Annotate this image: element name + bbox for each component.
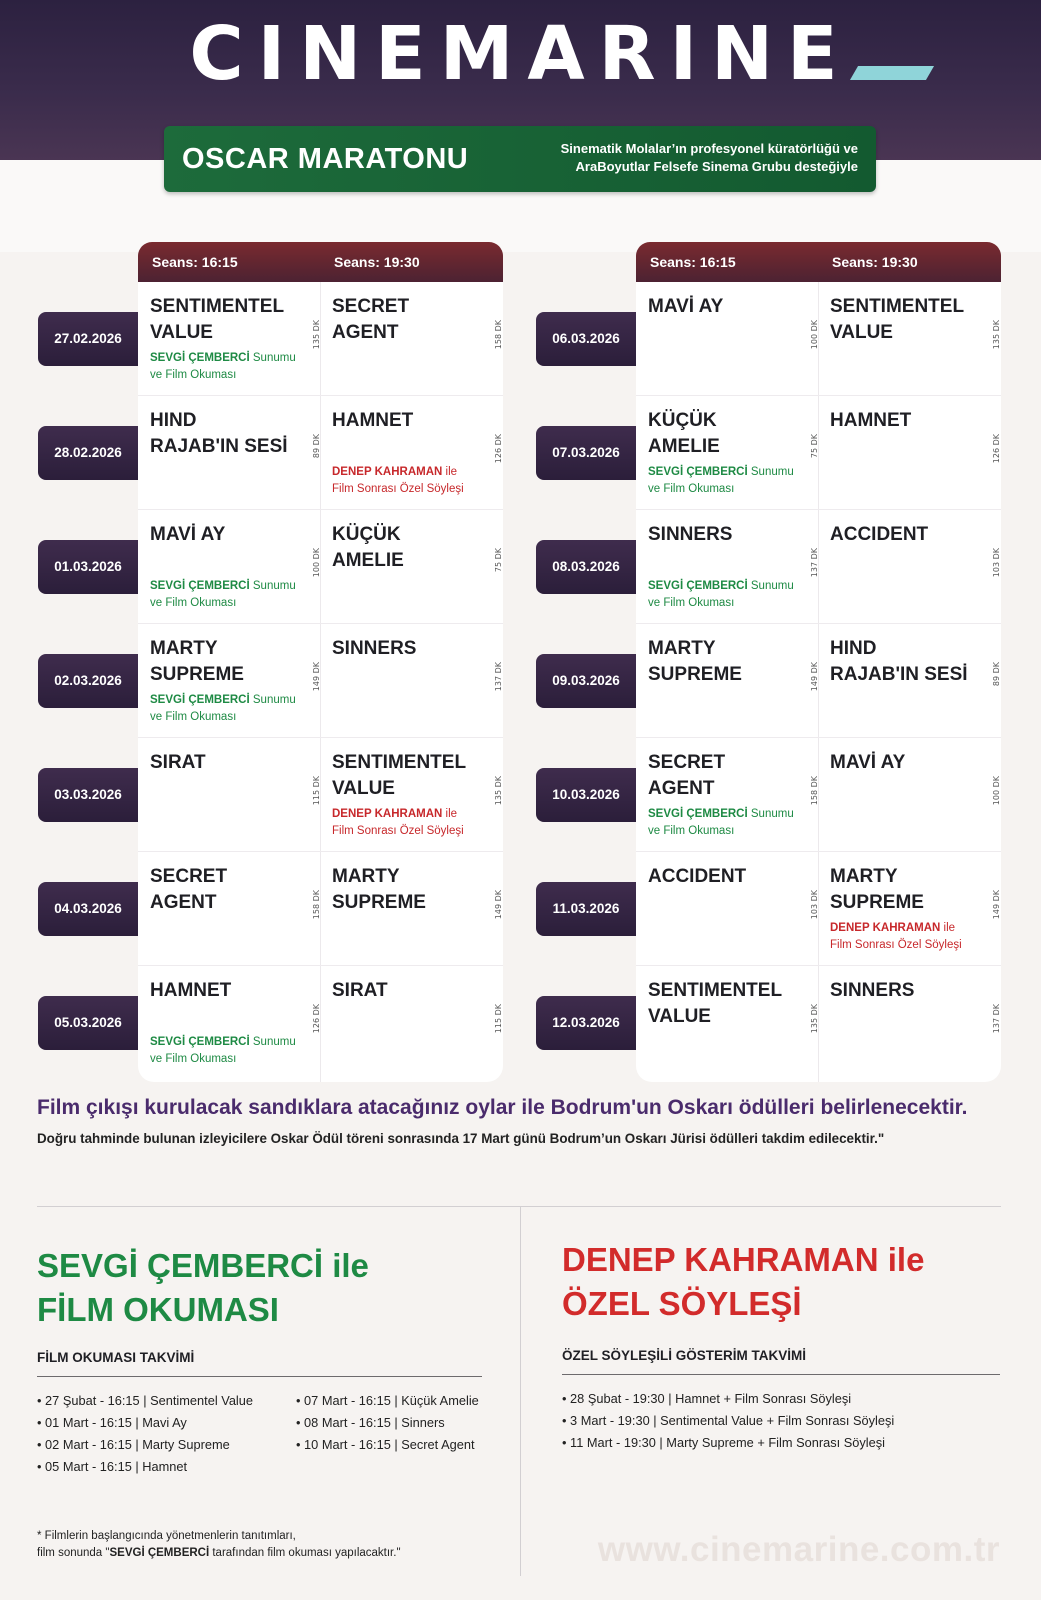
event-subtitle-line2: AraBoyutlar Felsefe Sinema Grubu desteğiyle (575, 159, 858, 174)
film-title: SINNERS (648, 524, 733, 545)
date-label: 02.03.2026 (38, 654, 138, 708)
note-text: Film Sonrası Özel Söyleşi (830, 939, 962, 951)
note-text: Sunumu (249, 352, 296, 364)
talk-list (562, 1388, 894, 1454)
talk-schedule-item: • 28 Şubat - 19:30 | Hamnet + Film Sonrası Söyleşi (562, 1391, 852, 1406)
note-name: SEVGİ ÇEMBERCİ (648, 466, 748, 478)
screening-1615[interactable] (138, 396, 320, 510)
film-duration: 137 DK (992, 1004, 1001, 1034)
film-duration: 75 DK (810, 434, 819, 459)
note-name: SEVGİ ÇEMBERCİ (150, 352, 250, 364)
screening-1615[interactable] (138, 510, 320, 624)
date-label: 04.03.2026 (38, 882, 138, 936)
film-duration: 103 DK (992, 548, 1001, 578)
screening-1615[interactable] (636, 396, 818, 510)
film-title: MARTY SUPREME (830, 866, 924, 913)
screening-1930[interactable] (320, 510, 502, 624)
film-title: HAMNET (830, 410, 912, 431)
note-name: DENEP KAHRAMAN (830, 922, 941, 934)
reading-list-col2 (296, 1390, 479, 1456)
special-talk-note (332, 464, 497, 498)
note-name: DENEP KAHRAMAN (332, 466, 443, 478)
screening-1615[interactable] (138, 852, 320, 966)
screening-1615[interactable] (138, 738, 320, 852)
note-text: Sunumu (249, 580, 296, 592)
film-title: SINNERS (332, 638, 417, 659)
film-duration: 89 DK (992, 662, 1001, 687)
film-title: ACCIDENT (648, 866, 747, 887)
reading-schedule-item: • 01 Mart - 16:15 | Mavi Ay (37, 1415, 187, 1430)
date-label: 08.03.2026 (536, 540, 636, 594)
film-duration: 135 DK (312, 320, 321, 350)
film-reading-note (150, 578, 315, 612)
date-label: 27.02.2026 (38, 312, 138, 366)
date-label: 07.03.2026 (536, 426, 636, 480)
event-subtitle (518, 140, 858, 176)
reading-footnote (37, 1528, 497, 1562)
film-duration: 135 DK (992, 320, 1001, 350)
note-text: ve Film Okuması (648, 825, 735, 837)
reading-schedule-item: • 02 Mart - 16:15 | Marty Supreme (37, 1437, 230, 1452)
screening-1930[interactable] (320, 738, 502, 852)
film-duration: 126 DK (312, 1004, 321, 1034)
note-text: Film Sonrası Özel Söyleşi (332, 825, 464, 837)
film-title: SECRET AGENT (332, 296, 410, 343)
schedule-row (636, 624, 1001, 738)
screening-1930[interactable] (320, 966, 502, 1080)
screening-1930[interactable] (818, 396, 1000, 510)
schedule-row (138, 510, 503, 624)
screening-1930[interactable] (818, 510, 1000, 624)
film-duration: 100 DK (992, 776, 1001, 806)
session-label-1615: Seans: 16:15 (152, 254, 238, 270)
film-title: MARTY SUPREME (150, 638, 244, 685)
schedule-row (138, 624, 503, 738)
date-label: 05.03.2026 (38, 996, 138, 1050)
schedule-row (636, 510, 1001, 624)
date-label: 11.03.2026 (536, 882, 636, 936)
film-title: MAVİ AY (648, 296, 724, 317)
note-name: SEVGİ ÇEMBERCİ (648, 808, 748, 820)
schedule-row (138, 966, 503, 1080)
film-duration: 149 DK (810, 662, 819, 692)
note-text: ve Film Okuması (150, 711, 237, 723)
film-duration: 126 DK (494, 434, 503, 464)
film-title: SECRET AGENT (150, 866, 228, 913)
film-title: SIRAT (150, 752, 206, 773)
film-duration: 135 DK (494, 776, 503, 806)
note-text: ve Film Okuması (150, 369, 237, 381)
note-name: SEVGİ ÇEMBERCİ (150, 1036, 250, 1048)
film-duration: 137 DK (494, 662, 503, 692)
schedule-row (636, 738, 1001, 852)
talk-section-title (562, 1238, 924, 1326)
reading-title-line1: SEVGİ ÇEMBERCİ ile (37, 1247, 369, 1284)
brand-logo: CINEMARINE (189, 11, 852, 97)
screening-1615[interactable] (636, 510, 818, 624)
event-title: OSCAR MARATONU (182, 143, 469, 175)
film-duration: 115 DK (312, 776, 321, 806)
film-duration: 149 DK (992, 890, 1001, 920)
film-title: HIND RAJAB'IN SESİ (150, 410, 288, 457)
film-duration: 158 DK (810, 776, 819, 806)
event-subtitle-line1: Sinematik Molalar’ın profesyonel küratörlüğü ve (560, 141, 858, 156)
note-text: ve Film Okuması (150, 1053, 237, 1065)
film-title: SENTIMENTEL VALUE (150, 296, 284, 343)
film-reading-note (150, 1034, 315, 1068)
note-text: ve Film Okuması (648, 597, 735, 609)
note-text: Sunumu (249, 1036, 296, 1048)
reading-title-line2: FİLM OKUMASI (37, 1291, 279, 1328)
film-duration: 149 DK (494, 890, 503, 920)
screening-1615[interactable] (636, 966, 818, 1080)
screening-1930[interactable] (320, 396, 502, 510)
film-duration: 89 DK (312, 434, 321, 459)
logo-accent-stripe (850, 66, 934, 80)
screening-1615[interactable] (636, 738, 818, 852)
film-duration: 75 DK (494, 548, 503, 573)
film-title: KÜÇÜK AMELIE (332, 524, 404, 571)
schedule-row (138, 396, 503, 510)
film-reading-note (648, 578, 813, 612)
note-name: SEVGİ ÇEMBERCİ (648, 580, 748, 592)
note-text: Sunumu (747, 466, 794, 478)
film-duration: 103 DK (810, 890, 819, 920)
film-title: MAVİ AY (830, 752, 906, 773)
voting-headline: Film çıkışı kurulacak sandıklara atacağınız oylar ile Bodrum'un Oskarı ödülleri belirlenecektir. (37, 1096, 968, 1119)
date-label: 03.03.2026 (38, 768, 138, 822)
film-title: ACCIDENT (830, 524, 929, 545)
footnote-line1: * Filmlerin başlangıcında yönetmenlerin tanıtımları, (37, 1530, 296, 1542)
talk-schedule-item: • 11 Mart - 19:30 | Marty Supreme + Film Sonrası Söyleşi (562, 1435, 885, 1450)
film-title: MARTY SUPREME (648, 638, 742, 685)
voting-detail: Doğru tahminde bulunan izleyicilere Oskar Ödül töreni sonrasında 17 Mart günü Bodrum’un Oskarı Jürisi ödülleri takdim edilecektir." (37, 1131, 885, 1146)
schedule-row (138, 282, 503, 396)
film-duration: 135 DK (810, 1004, 819, 1034)
film-title: SECRET AGENT (648, 752, 726, 799)
footnote-bold-name: SEVGİ ÇEMBERCİ (109, 1547, 210, 1559)
screening-1615[interactable] (138, 966, 320, 1080)
schedule-row (138, 852, 503, 966)
screening-1930[interactable] (818, 738, 1000, 852)
reading-schedule-item: • 10 Mart - 16:15 | Secret Agent (296, 1437, 475, 1452)
screening-1930[interactable] (818, 282, 1000, 396)
note-text: ile (442, 808, 458, 820)
film-title: HIND RAJAB'IN SESİ (830, 638, 968, 685)
website-url[interactable]: www.cinemarine.com.tr (597, 1530, 1000, 1569)
date-label: 28.02.2026 (38, 426, 138, 480)
screening-1930[interactable] (818, 624, 1000, 738)
screening-1930[interactable] (320, 624, 502, 738)
film-duration: 149 DK (312, 662, 321, 692)
film-duration: 115 DK (494, 1004, 503, 1034)
film-title: KÜÇÜK AMELIE (648, 410, 720, 457)
film-reading-note (648, 806, 813, 840)
film-title: SENTIMENTEL VALUE (830, 296, 964, 343)
film-duration: 126 DK (992, 434, 1001, 464)
film-duration: 137 DK (810, 548, 819, 578)
reading-schedule-rule (37, 1376, 482, 1377)
reading-schedule-item: • 08 Mart - 16:15 | Sinners (296, 1415, 445, 1430)
date-label: 06.03.2026 (536, 312, 636, 366)
screening-1930[interactable] (818, 966, 1000, 1080)
film-title: MAVİ AY (150, 524, 226, 545)
talk-title-line1: DENEP KAHRAMAN ile (562, 1241, 925, 1278)
session-label-1615: Seans: 16:15 (650, 254, 736, 270)
session-label-1930: Seans: 19:30 (334, 254, 420, 270)
note-text: Film Sonrası Özel Söyleşi (332, 483, 464, 495)
film-duration: 100 DK (810, 320, 819, 350)
film-title: SENTIMENTEL VALUE (648, 980, 782, 1027)
film-reading-note (150, 350, 315, 384)
film-title: SINNERS (830, 980, 915, 1001)
talk-schedule-rule (562, 1374, 1000, 1375)
note-text: ile (940, 922, 956, 934)
note-text: ile (442, 466, 458, 478)
note-text: Sunumu (747, 808, 794, 820)
reading-schedule-item: • 07 Mart - 16:15 | Küçük Amelie (296, 1393, 479, 1408)
film-title: HAMNET (150, 980, 232, 1001)
date-label: 01.03.2026 (38, 540, 138, 594)
screening-1615[interactable] (636, 852, 818, 966)
note-text: ve Film Okuması (150, 597, 237, 609)
session-label-1930: Seans: 19:30 (832, 254, 918, 270)
special-talk-note (332, 806, 497, 840)
film-reading-note (150, 692, 315, 726)
date-label: 09.03.2026 (536, 654, 636, 708)
film-duration: 158 DK (494, 320, 503, 350)
section-divider-vertical (520, 1206, 521, 1576)
screening-1615[interactable] (636, 282, 818, 396)
film-title: SENTIMENTEL VALUE (332, 752, 466, 799)
film-duration: 100 DK (312, 548, 321, 578)
film-title: MARTY SUPREME (332, 866, 426, 913)
schedule-row (636, 852, 1001, 966)
film-duration: 158 DK (312, 890, 321, 920)
talk-title-line2: ÖZEL SÖYLEŞİ (562, 1285, 802, 1322)
screening-1615[interactable] (138, 282, 320, 396)
note-text: Sunumu (747, 580, 794, 592)
film-title: SIRAT (332, 980, 388, 1001)
schedule-row (636, 282, 1001, 396)
footnote-pre: film sonunda " (37, 1547, 110, 1559)
note-text: Sunumu (249, 694, 296, 706)
session-header (636, 242, 1001, 283)
screening-1930[interactable] (818, 852, 1000, 966)
note-name: SEVGİ ÇEMBERCİ (150, 694, 250, 706)
film-title: HAMNET (332, 410, 414, 431)
note-name: SEVGİ ÇEMBERCİ (150, 580, 250, 592)
screening-1930[interactable] (320, 852, 502, 966)
talk-schedule-item: • 3 Mart - 19:30 | Sentimental Value + Film Sonrası Söyleşi (562, 1413, 895, 1428)
screening-1930[interactable] (320, 282, 502, 396)
special-talk-note (830, 920, 995, 954)
reading-section-title (37, 1244, 369, 1332)
reading-list-col1 (37, 1390, 253, 1478)
footnote-post: tarafından film okuması yapılacaktır." (209, 1547, 401, 1559)
section-divider-horizontal (37, 1206, 1001, 1207)
session-header (138, 242, 503, 283)
schedule-row (138, 738, 503, 852)
date-label: 10.03.2026 (536, 768, 636, 822)
film-reading-note (648, 464, 813, 498)
note-name: DENEP KAHRAMAN (332, 808, 443, 820)
screening-1615[interactable] (138, 624, 320, 738)
footnote-line2 (37, 1545, 497, 1562)
reading-schedule-heading: FİLM OKUMASI TAKVİMİ (37, 1350, 195, 1365)
reading-schedule-item: • 27 Şubat - 16:15 | Sentimentel Value (37, 1393, 254, 1408)
event-banner (164, 126, 876, 192)
note-text: ve Film Okuması (648, 483, 735, 495)
schedule-row (636, 396, 1001, 510)
talk-schedule-heading: ÖZEL SÖYLEŞİLİ GÖSTERİM TAKVİMİ (562, 1348, 807, 1363)
schedule-row (636, 966, 1001, 1080)
screening-1615[interactable] (636, 624, 818, 738)
date-label: 12.03.2026 (536, 996, 636, 1050)
reading-schedule-item: • 05 Mart - 16:15 | Hamnet (37, 1459, 188, 1474)
